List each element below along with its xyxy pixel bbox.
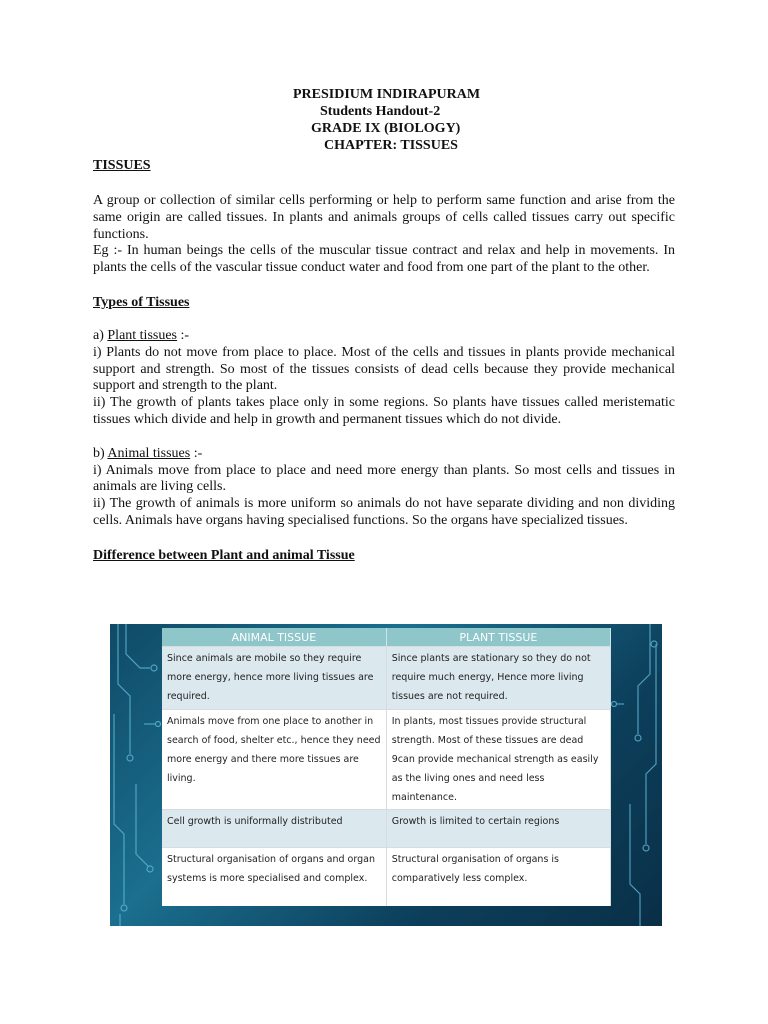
chapter-line: CHAPTER: TISSUES (324, 138, 458, 153)
example-paragraph: Eg :- In human beings the cells of the muscular tissue contract and relax and help in movements. In plants the cells of the vascular tissue conduct water and food from one part of the plant to the other. (93, 243, 675, 276)
plant-tissues-label: a) Plant tissues :- (93, 327, 190, 343)
types-heading: Types of Tissues (93, 294, 190, 310)
plant-point-2: ii) The growth of plants takes place only in some regions. So plants have tissues called meristematic tissues which divide and help in growth and permanent tissues which do not divide. (93, 395, 675, 427)
intro-paragraph: A group or collection of similar cells performing or help to perform same function and arise from the same origin are called tissues. In plants and animals groups of cells called tissues carry out specific functions. (93, 193, 675, 242)
animal-point-1: i) Animals move from place to place and need more energy than plants. So most cells and tissues in animals are living cells. (93, 462, 675, 495)
animal-point-2: ii) The growth of animals is more uniform so animals do not have separate dividing and non dividing cells. Animals have organs having specialised functions. So the organs have specialized tissues. (93, 496, 675, 528)
animal-cell: Cell growth is uniformally distributed (162, 810, 386, 848)
difference-heading: Difference between Plant and animal Tissue (93, 547, 355, 563)
comparison-image (110, 624, 662, 926)
circuit-decoration-right (610, 624, 662, 926)
plant-point-1: i) Plants do not move from place to place. Most of the cells and tissues in plants provide mechanical support and strength. So most of the tissues consists of dead cells because they provide mechanical support and strength to the plant. (93, 344, 675, 394)
plant-cell: Since plants are stationary so they do not require much energy, Hence more living tissues are not required. (386, 647, 610, 710)
animal-cell: Since animals are mobile so they require more energy, hence more living tissues are required. (162, 647, 386, 710)
plant-cell: Growth is limited to certain regions (386, 810, 610, 848)
table-row (162, 810, 611, 848)
animal-tissues-label: b) Animal tissues :- (93, 445, 203, 461)
document-header (93, 86, 675, 154)
comparison-table (162, 628, 611, 906)
table-row (162, 848, 611, 907)
plant-cell: Structural organisation of organs is comparatively less complex. (386, 848, 610, 907)
school-name: PRESIDIUM INDIRAPURAM (293, 87, 481, 102)
table-row (162, 710, 611, 810)
tissues-heading: TISSUES (93, 158, 151, 173)
animal-cell: Structural organisation of organs and organ systems is more specialised and complex. (162, 848, 386, 907)
handout-title: Students Handout-2 (320, 104, 441, 119)
handout-page (93, 86, 675, 564)
circuit-decoration-left (110, 624, 162, 926)
table-row (162, 647, 611, 710)
plant-cell: In plants, most tissues provide structural strength. Most of these tissues are dead 9can provide mechanical strength as easily as the living ones and need less maintenance. (386, 710, 610, 810)
animal-cell: Animals move from one place to another in search of food, shelter etc., hence they need more energy and there more tissues are living. (162, 710, 386, 810)
grade-line: GRADE IX (BIOLOGY) (311, 121, 461, 136)
header-plant-tissue: PLANT TISSUE (386, 628, 610, 647)
header-animal-tissue: ANIMAL TISSUE (162, 628, 386, 647)
